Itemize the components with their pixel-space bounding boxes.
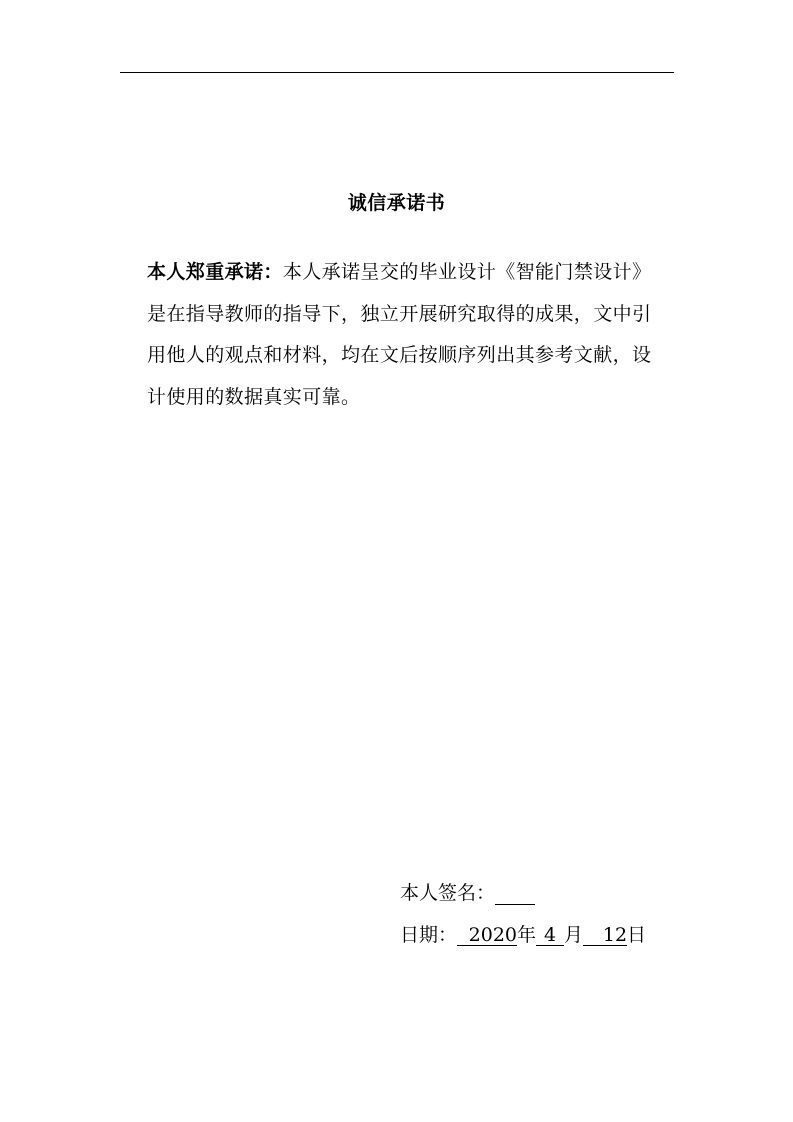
date-month-field[interactable]: 4 bbox=[536, 925, 564, 946]
commitment-text: 本人承诺呈交的毕业设计《智能门禁设计》是在指导教师的指导下，独立开展研究取得的成果，文中引用他人的观点和材料，均在文后按顺序列出其参考文献，设计使用的数据真实可靠。 bbox=[147, 261, 652, 408]
date-day-unit: 日 bbox=[627, 924, 647, 946]
signature-line bbox=[400, 878, 535, 905]
commitment-paragraph bbox=[147, 252, 657, 418]
signature-field[interactable] bbox=[495, 884, 535, 905]
date-year-unit: 年 bbox=[517, 924, 537, 946]
date-line bbox=[400, 920, 646, 947]
date-year-field[interactable]: 2020 bbox=[457, 925, 517, 946]
date-month-unit: 月 bbox=[564, 924, 584, 946]
signature-label: 本人签名： bbox=[400, 882, 496, 904]
document-title: 诚信承诺书 bbox=[347, 192, 446, 214]
date-day-field[interactable]: 12 bbox=[583, 925, 627, 946]
date-label: 日期： bbox=[400, 924, 458, 946]
header-rule bbox=[120, 72, 674, 73]
commitment-lead: 本人郑重承诺： bbox=[147, 261, 283, 283]
